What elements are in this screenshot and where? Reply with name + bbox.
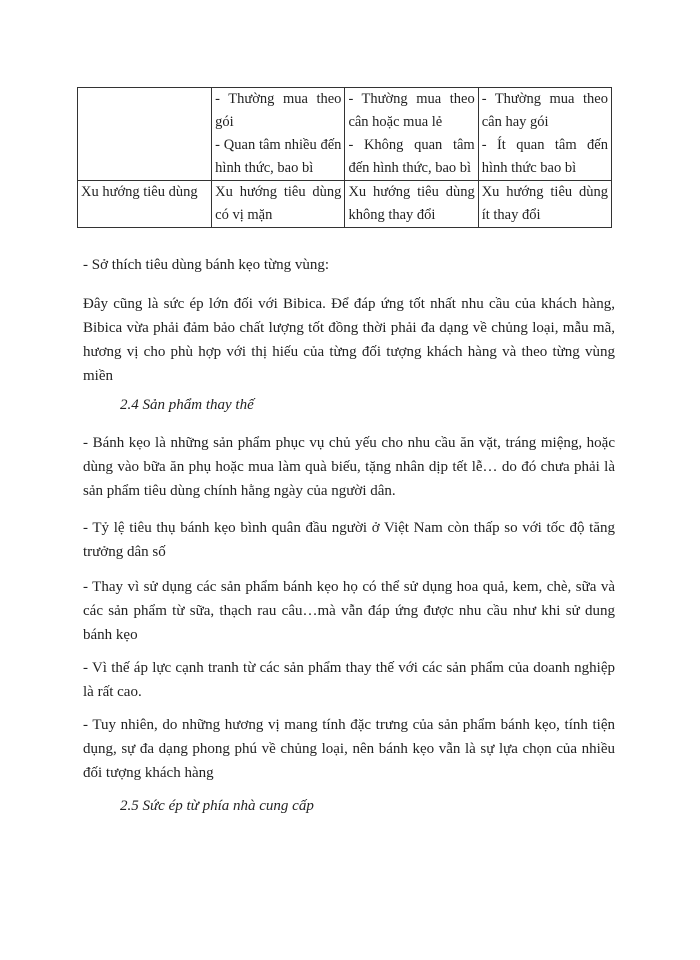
table-cell: Xu hướng tiêu dùng có vị mặn bbox=[212, 181, 345, 228]
paragraph-bibica-pressure: Đây cũng là sức ép lớn đối với Bibica. Để đáp ứng tốt nhất nhu cầu của khách hàng, Bibica vừa phải đảm bảo chất lượng tốt đồng thời phải đa dạng về chủng loại, mẫu mã, hương vị cho phù hợp với thị hiếu của từng đối tượng khách hàng và theo từng vùng miền bbox=[83, 296, 615, 384]
table-row bbox=[78, 88, 612, 181]
table-cell bbox=[345, 88, 478, 181]
table-cell-empty bbox=[78, 88, 212, 181]
cell-line: - Quan tâm nhiều đến hình thức, bao bì bbox=[215, 137, 342, 176]
paragraph-substitutes-3: - Thay vì sử dụng các sản phẩm bánh kẹo họ có thể sử dụng hoa quả, kem, chè, sữa và các sản phẩm từ sữa, thạch rau câu…mà vẫn đáp ứng được nhu cầu như khi sử dung bánh kẹo bbox=[83, 579, 615, 643]
cell-line: - Thường mua theo gói bbox=[215, 91, 342, 130]
paragraph-substitutes-1: - Bánh kẹo là những sản phẩm phục vụ chủ yếu cho nhu cầu ăn vặt, tráng miệng, hoặc dùng vào bữa ăn phụ hoặc mua làm quà biếu, tặng nhân dịp tết lễ… do đó chưa phải là sản phẩm tiêu dùng chính hằng ngày của người dân. bbox=[83, 435, 615, 499]
table-cell bbox=[212, 88, 345, 181]
table-cell: Xu hướng tiêu dùng ít thay đổi bbox=[478, 181, 611, 228]
table-cell-label: Xu hướng tiêu dùng bbox=[78, 181, 212, 228]
cell-line: - Thường mua theo cân hay gói bbox=[481, 91, 608, 130]
cell-line: - Thường mua theo cân hoặc mua lẻ bbox=[348, 91, 475, 130]
paragraph-substitutes-5: - Tuy nhiên, do những hương vị mang tính đặc trưng của sản phẩm bánh kẹo, tính tiện dụng, sự đa dạng phong phú về chủng loại, nên bánh kẹo vẫn là sự lựa chọn của nhiều đối tượng khách hàng bbox=[83, 717, 615, 781]
paragraph-substitutes-4: - Vì thế áp lực cạnh tranh từ các sản phẩm thay thế với các sản phẩm của doanh nghiệp là rất cao. bbox=[83, 660, 615, 700]
table-cell bbox=[478, 88, 611, 181]
paragraph-substitutes-2: - Tỷ lệ tiêu thụ bánh kẹo bình quân đầu người ở Việt Nam còn thấp so với tốc độ tăng trưởng dân số bbox=[83, 520, 615, 560]
table-cell: Xu hướng tiêu dùng không thay đổi bbox=[345, 181, 478, 228]
table-row bbox=[78, 181, 612, 228]
cell-line: - Ít quan tâm đến hình thức bao bì bbox=[481, 137, 608, 176]
section-heading-suppliers: 2.5 Sức ép từ phía nhà cung cấp bbox=[120, 798, 314, 814]
cell-line: - Không quan tâm đến hình thức, bao bì bbox=[348, 137, 475, 176]
consumer-comparison-table bbox=[77, 87, 612, 228]
section-heading-substitutes: 2.4 Sản phẩm thay thế bbox=[120, 397, 254, 413]
paragraph-preference: - Sở thích tiêu dùng bánh kẹo từng vùng: bbox=[83, 257, 330, 273]
